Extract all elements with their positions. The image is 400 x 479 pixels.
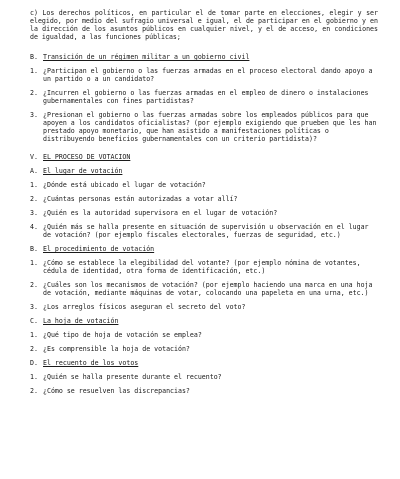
subsection-b-title: El procedimiento de votación xyxy=(43,245,155,253)
item-text: ¿Incurren el gobierno o las fuerzas armadas en el empleo de dinero o instalaciones gubernamentales con fines partidistas? xyxy=(43,89,369,105)
item-number: 3. xyxy=(30,111,38,119)
subsection-d-label: D. xyxy=(30,359,38,367)
item-text: ¿Cuántas personas están autorizadas a votar allí? xyxy=(43,195,238,203)
item-number: 1. xyxy=(30,259,38,267)
list-item xyxy=(30,223,378,239)
subsection-d xyxy=(30,359,378,395)
list-item xyxy=(30,345,378,353)
subsection-d-title: El recuento de los votos xyxy=(43,359,139,367)
item-text: ¿Presionan el gobierno o las fuerzas armadas sobre los empleados públicos para que apoyen a los candidatos oficialistas? (por ejemplo exigiendo que prueben que les han prestado apoyo monetario, que han asistido a manifestaciones políticas o distribuyendo beneficios gubernamentales con un criterio partidista)? xyxy=(43,111,377,143)
subsection-c xyxy=(30,317,378,353)
section-b-title: Transición de un régimen militar a un gobierno civil xyxy=(43,53,250,61)
item-text: ¿Qué tipo de hoja de votación se emplea? xyxy=(43,331,202,339)
section-v-title: EL PROCESO DE VOTACION xyxy=(43,153,131,161)
list-item xyxy=(30,373,378,381)
item-text: ¿Cómo se resuelven las discrepancias? xyxy=(43,387,190,395)
subsection-a-heading xyxy=(30,167,378,175)
section-b-heading xyxy=(30,53,378,61)
item-number: 3. xyxy=(30,209,38,217)
item-text: ¿Participan el gobierno o las fuerzas armadas en el proceso electoral dando apoyo a un partido o a un candidato? xyxy=(43,67,373,83)
list-item xyxy=(30,181,378,189)
item-number: 1. xyxy=(30,373,38,381)
item-text: ¿Cómo se establece la elegibilidad del votante? (por ejemplo nómina de votantes, cédula de identidad, otra forma de identificación, etc.) xyxy=(43,259,361,275)
section-b-label: B. xyxy=(30,53,38,61)
item-number: 1. xyxy=(30,181,38,189)
list-item xyxy=(30,387,378,395)
item-text: ¿Quién es la autoridad supervisora en el lugar de votación? xyxy=(43,209,278,217)
list-item xyxy=(30,89,378,105)
list-item xyxy=(30,259,378,275)
section-v-heading xyxy=(30,153,378,161)
item-number: 2. xyxy=(30,387,38,395)
subsection-a-title: El lugar de votación xyxy=(43,167,123,175)
list-item xyxy=(30,303,378,311)
item-text: ¿Dónde está ubicado el lugar de votación? xyxy=(43,181,206,189)
list-item xyxy=(30,331,378,339)
item-number: 2. xyxy=(30,281,38,289)
intro-paragraph: c) Los derechos políticos, en particular el de tomar parte en elecciones, elegir y ser elegido, por medio del sufragio universal e igual, el de participar en el gobierno y en la dirección de los asuntos públicos en cualquier nivel, y el de acceso, en condiciones de igualdad, a las funciones públicas; xyxy=(30,9,378,41)
section-b xyxy=(30,53,378,143)
item-number: 1. xyxy=(30,67,38,75)
item-text: ¿Cuáles son los mecanismos de votación? (por ejemplo haciendo una marca en una hoja de votación, mediante máquinas de votar, colocando una papeleta en una urna, etc.) xyxy=(43,281,373,297)
subsection-a xyxy=(30,167,378,239)
item-number: 2. xyxy=(30,195,38,203)
item-number: 2. xyxy=(30,345,38,353)
item-number: 4. xyxy=(30,223,38,231)
list-item xyxy=(30,281,378,297)
subsection-c-heading xyxy=(30,317,378,325)
item-text: ¿Los arreglos físicos aseguran el secreto del voto? xyxy=(43,303,246,311)
item-text: ¿Quién más se halla presente en situación de supervisión u observación en el lugar de votación? (por ejemplo fiscales electorales, fuerzas de seguridad, etc.) xyxy=(43,223,369,239)
subsection-d-heading xyxy=(30,359,378,367)
list-item xyxy=(30,111,378,143)
item-number: 2. xyxy=(30,89,38,97)
subsection-b-label: B. xyxy=(30,245,38,253)
item-text: ¿Es comprensible la hoja de votación? xyxy=(43,345,190,353)
subsection-a-label: A. xyxy=(30,167,38,175)
subsection-b-heading xyxy=(30,245,378,253)
section-v-label: V. xyxy=(30,153,38,161)
item-number: 3. xyxy=(30,303,38,311)
list-item xyxy=(30,209,378,217)
subsection-c-label: C. xyxy=(30,317,38,325)
subsection-b xyxy=(30,245,378,311)
subsection-c-title: La hoja de votación xyxy=(43,317,119,325)
list-item xyxy=(30,67,378,83)
list-item xyxy=(30,195,378,203)
item-text: ¿Quién se halla presente durante el recuento? xyxy=(43,373,222,381)
item-number: 1. xyxy=(30,331,38,339)
